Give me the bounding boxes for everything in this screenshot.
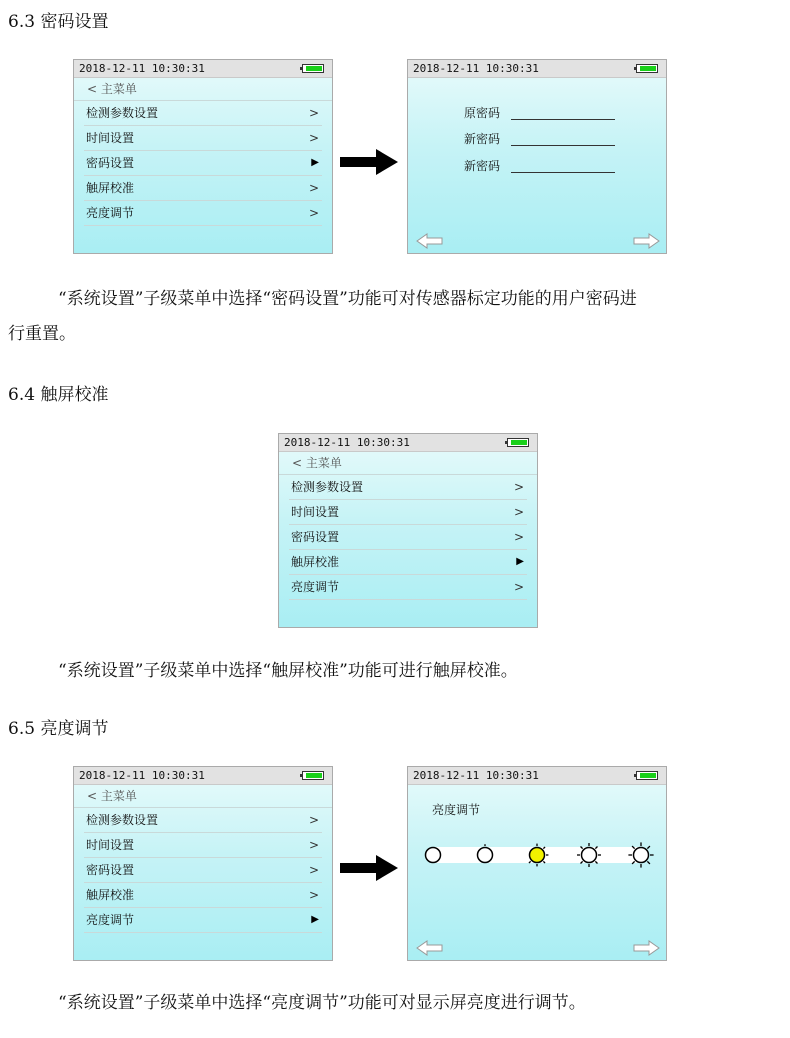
menu-item-label: 检测参数设置 [86,106,159,120]
chevron-right-icon: > [308,888,319,902]
section-paragraph-touch-calibration: “系统设置”子级菜单中选择“触屏校准”功能可进行触屏校准。 [58,661,518,681]
big-arrow-right-icon [340,147,400,177]
chevron-right-icon: > [513,480,524,494]
menu-item-brightness[interactable] [84,201,322,226]
chevron-right-icon: > [308,131,319,145]
section-heading-password: 6.3 密码设置 [8,12,109,32]
new-password-input[interactable] [511,145,615,146]
brightness-level-1[interactable] [426,848,441,863]
menu-item-label: 密码设置 [291,530,340,544]
status-bar [279,434,537,452]
menu-item-label: 亮度调节 [86,913,135,927]
arrow-left-icon[interactable] [416,940,444,956]
menu-item-brightness[interactable] [84,908,322,933]
chevron-right-icon: > [308,181,319,195]
menu-item-password-settings[interactable] [289,525,527,550]
menu-item-label: 时间设置 [86,838,135,852]
status-timestamp: 2018-12-11 10:30:31 [284,436,410,449]
battery-icon [302,771,324,780]
menu-item-label: 亮度调节 [86,206,135,220]
menu-item-password-settings[interactable] [84,858,322,883]
confirm-password-label: 新密码 [464,159,501,173]
battery-icon [507,438,529,447]
menu-item-time-settings[interactable] [84,833,322,858]
chevron-right-icon: > [308,838,319,852]
menu-item-label: 时间设置 [86,131,135,145]
paragraph-line: 行重置。 [8,324,76,344]
back-to-main-menu[interactable]: < 主菜单 [279,452,537,475]
menu-item-label: 触屏校准 [86,888,135,902]
menu-item-password-settings[interactable] [84,151,322,176]
menu-item-label: 密码设置 [86,863,135,877]
brightness-level-2[interactable] [478,844,493,862]
old-password-input[interactable] [511,119,615,120]
menu-item-label: 触屏校准 [86,181,135,195]
device-screen-password-form [407,59,667,254]
menu-item-detection-params[interactable] [289,475,527,500]
back-to-main-menu[interactable]: < 主菜单 [74,785,332,808]
status-bar [408,767,666,785]
status-timestamp: 2018-12-11 10:30:31 [79,62,205,75]
device-screen-menu-password [73,59,333,254]
menu-item-label: 检测参数设置 [291,480,364,494]
status-timestamp: 2018-12-11 10:30:31 [413,769,539,782]
section-paragraph-brightness: “系统设置”子级菜单中选择“亮度调节”功能可对显示屏亮度进行调节。 [58,993,586,1013]
menu-item-label: 触屏校准 [291,555,340,569]
old-password-label: 原密码 [464,106,501,120]
chevron-right-icon: > [513,505,524,519]
arrow-left-icon[interactable] [416,233,444,249]
selected-triangle-icon: ▶ [311,914,319,925]
selected-triangle-icon: ▶ [516,556,524,567]
new-password-label: 新密码 [464,132,501,146]
brightness-title: 亮度调节 [432,803,481,817]
chevron-right-icon: > [308,813,319,827]
chevron-right-icon: > [308,206,319,220]
device-screen-menu-brightness [73,766,333,961]
menu-item-label: 密码设置 [86,156,135,170]
section-heading-touch-calibration: 6.4 触屏校准 [8,385,109,405]
chevron-right-icon: > [308,106,319,120]
status-bar [74,60,332,78]
arrow-right-icon[interactable] [632,940,660,956]
section-heading-brightness: 6.5 亮度调节 [8,719,109,739]
menu-item-touch-calibration[interactable] [84,883,322,908]
chevron-right-icon: > [513,530,524,544]
menu-item-label: 时间设置 [291,505,340,519]
paragraph-line: “系统设置”子级菜单中选择“密码设置”功能可对传感器标定功能的用户密码进 [58,289,637,309]
big-arrow-right-icon [340,853,400,883]
menu-item-touch-calibration[interactable] [289,550,527,575]
status-timestamp: 2018-12-11 10:30:31 [79,769,205,782]
device-screen-brightness [407,766,667,961]
back-to-main-menu[interactable]: < 主菜单 [74,78,332,101]
status-bar [408,60,666,78]
menu-item-label: 检测参数设置 [86,813,159,827]
menu-item-brightness[interactable] [289,575,527,600]
status-timestamp: 2018-12-11 10:30:31 [413,62,539,75]
menu-item-detection-params[interactable] [84,808,322,833]
menu-item-detection-params[interactable] [84,101,322,126]
arrow-right-icon[interactable] [632,233,660,249]
menu-item-time-settings[interactable] [84,126,322,151]
chevron-right-icon: > [308,863,319,877]
selected-triangle-icon: ▶ [311,157,319,168]
menu-item-time-settings[interactable] [289,500,527,525]
menu-item-label: 亮度调节 [291,580,340,594]
battery-icon [636,64,658,73]
battery-icon [636,771,658,780]
menu-item-touch-calibration[interactable] [84,176,322,201]
chevron-right-icon: > [513,580,524,594]
battery-icon [302,64,324,73]
device-screen-menu-touch [278,433,538,628]
section-paragraph-password [8,282,788,352]
confirm-password-input[interactable] [511,172,615,173]
brightness-slider[interactable] [416,839,660,871]
status-bar [74,767,332,785]
